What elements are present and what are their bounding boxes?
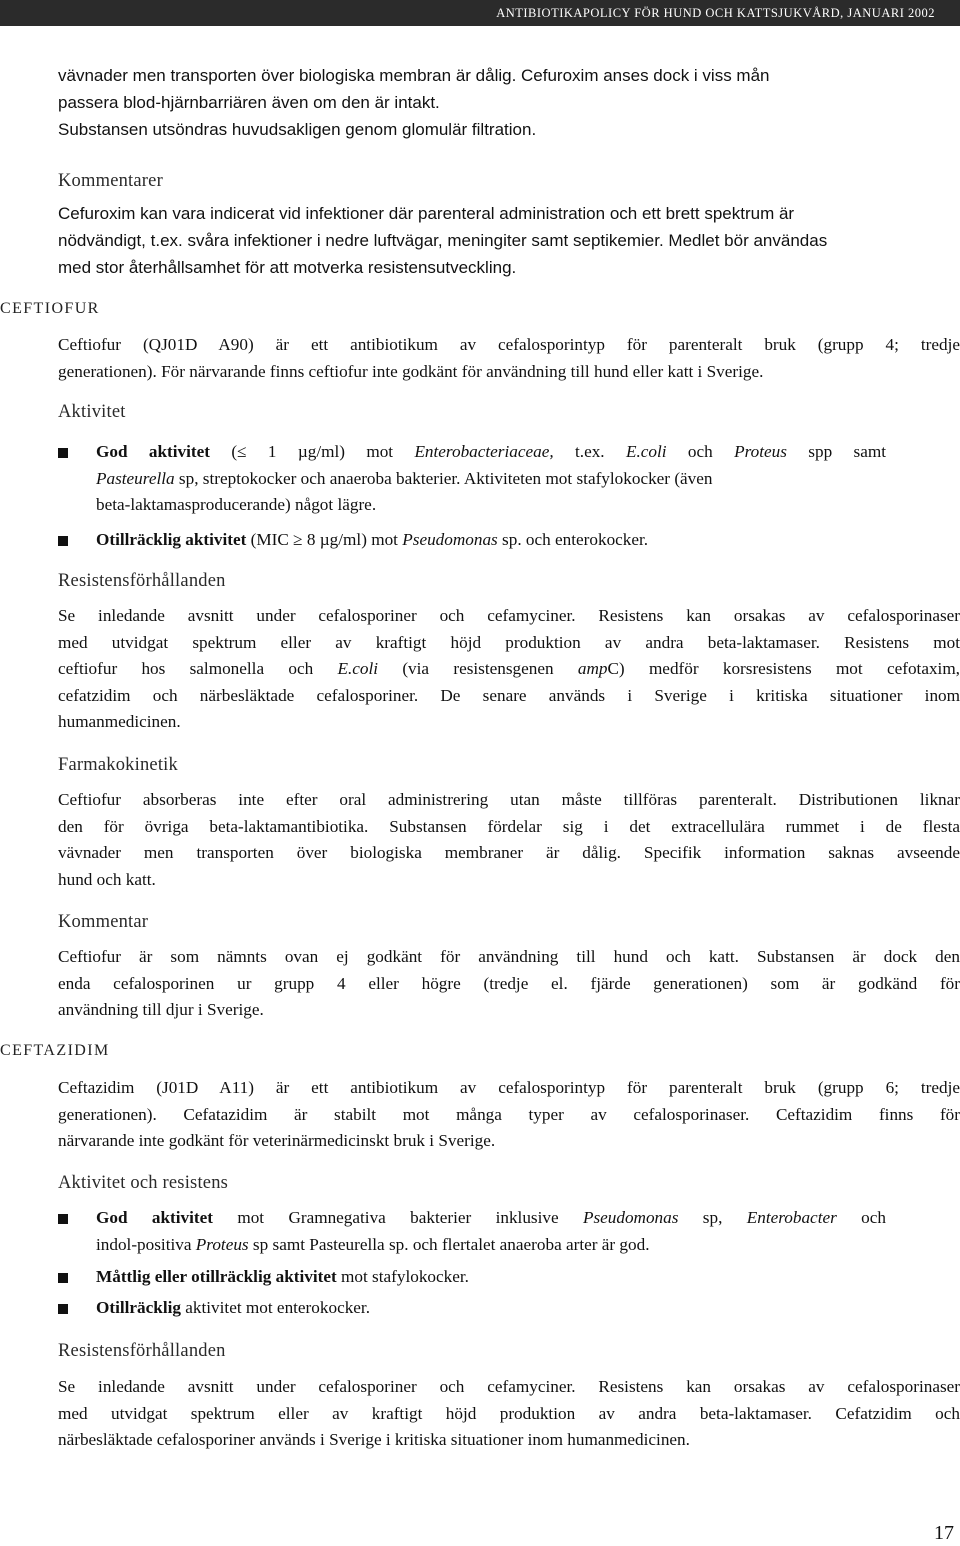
text-line [96, 1232, 886, 1259]
italic-term: Pseudomonas [582, 1208, 679, 1227]
text-line: beta-laktamasproducerande) något lägre. [96, 495, 377, 514]
bold-term: God aktivitet [96, 1208, 213, 1227]
bold-term: Otillräcklig aktivitet [96, 530, 247, 549]
text-line: generationen). För närvarande finns ceftiofur inte godkänt för användning till hund eller katt i Sverige. [58, 361, 764, 381]
cefuroxim-kommentar-text [58, 200, 960, 281]
italic-term: Proteus [734, 442, 787, 461]
text-line: Ceftiofur är som nämnts ovan ej godkänt för användning till hund och katt. Substansen är dock den [58, 947, 960, 966]
bullet-icon [58, 448, 68, 458]
bullet-icon [58, 536, 68, 546]
text-run: sp, [678, 1208, 747, 1227]
text-run: C) medför korsresistens mot cefotaxim, [607, 659, 960, 678]
bold-term: Måttlig eller otillräcklig aktivitet [96, 1267, 337, 1286]
text-run: och [666, 442, 735, 461]
cefuroxim-continuation [58, 62, 960, 143]
text-line [96, 439, 886, 466]
text-run: sp samt Pasteurella sp. och flertalet anaeroba arter är god. [248, 1234, 650, 1254]
italic-term: Enterobacteriaceae, [414, 442, 554, 461]
cefuroxim-kommentar-heading: Kommentarer [58, 171, 163, 191]
text-line: med utvidgat spektrum eller av kraftigt höjd produktion av andra beta-laktamaser. Resistens mot [58, 632, 960, 652]
text-line: med utvidgat spektrum eller av kraftigt höjd produktion av andra beta-laktamaser. Cefatzidim och [58, 1403, 960, 1423]
text-run: sp. och enterokocker. [497, 530, 649, 549]
text-line: Ceftazidim (J01D A11) är ett antibiotikum av cefalosporintyp för parenteralt bruk (grupp 6; tredje [58, 1078, 960, 1097]
text-line: Se inledande avsnitt under cefalosporiner och cefamyciner. Resistens kan orsakas av cefalosporinaser [58, 606, 960, 625]
text-line [96, 527, 886, 554]
text-run: t.ex. [553, 442, 626, 461]
text-line: cefatzidim och närbesläktade cefalosporiner. De senare används i Sverige i kritiska situationer inom [58, 685, 960, 705]
italic-term: Pseudomonas [402, 530, 498, 549]
ceftiofur-kommentar-heading: Kommentar [58, 912, 149, 932]
text-run: indol-positiva [96, 1234, 196, 1254]
text-line: med stor återhållsamhet för att motverka resistensutveckling. [58, 258, 517, 277]
bullet-icon [58, 1214, 68, 1224]
ceftiofur-resistens-heading: Resistensförhållanden [58, 571, 226, 591]
text-line: den för övriga beta-laktamantibiotika. Substansen fördelar sig i det extracellulära rummet i de flesta [58, 816, 960, 836]
text-line [96, 1205, 886, 1232]
text-run: och [836, 1208, 886, 1227]
ceftiofur-aktivitet-heading: Aktivitet [58, 402, 126, 422]
ceftiofur-kommentar-text [58, 944, 960, 1024]
text-line: humanmedicinen. [58, 712, 181, 731]
text-line: vävnader men transporten över biologiska membraner är dålig. Specifik information saknas avseende [58, 843, 960, 862]
text-line: enda cefalosporinen ur grupp 4 eller högre (tredje el. fjärde generationen) som är godkänd för [58, 973, 960, 993]
ceftiofur-intro [58, 332, 960, 385]
italic-term: E.coli [625, 442, 667, 461]
bold-term: God aktivitet [96, 442, 210, 461]
ceftazidim-bullet-mattlig [96, 1264, 886, 1291]
text-line: generationen). Cefatazidim är stabilt mot många typer av cefalosporinaser. Ceftazidim finns för [58, 1104, 960, 1124]
text-run: sp, streptokocker och anaeroba bakterier. Aktiviteten mot stafylokocker (även [174, 468, 713, 488]
text-run: spp samt [786, 442, 886, 461]
text-line: Ceftiofur (QJ01D A90) är ett antibiotikum av cefalosporintyp för parenteralt bruk (grupp 4; tredje [58, 335, 960, 354]
text-line: hund och katt. [58, 869, 156, 889]
bold-term: Otillräcklig [96, 1298, 181, 1317]
text-line: vävnader men transporten över biologiska membran är dålig. Cefuroxim anses dock i viss mån [58, 66, 770, 85]
ceftazidim-bullet-otillracklig [96, 1295, 886, 1322]
text-run: (via resistensgenen [378, 659, 578, 678]
italic-term: E.coli [337, 659, 379, 678]
page-number: 17 [934, 1522, 954, 1544]
text-run: mot stafylokocker. [336, 1267, 469, 1286]
ceftiofur-farmakokinetik-heading: Farmakokinetik [58, 755, 178, 775]
text-run: ceftiofur hos salmonella och [58, 659, 338, 678]
ceftazidim-resistens-text [58, 1374, 960, 1454]
text-line [96, 1295, 886, 1322]
text-run: (MIC ≥ 8 µg/ml) mot [246, 530, 403, 549]
text-line [58, 656, 960, 683]
italic-term: Enterobacter [746, 1208, 837, 1227]
ceftiofur-resistens-text [58, 603, 960, 736]
italic-term: Pasteurella [96, 468, 175, 488]
ceftiofur-bullet-god-aktivitet [96, 439, 886, 519]
ceftiofur-bullet-otillracklig [96, 527, 886, 554]
text-line: användning till djur i Sverige. [58, 1000, 264, 1019]
text-line: Ceftiofur absorberas inte efter oral administrering utan måste tillföras parenteralt. Distributionen liknar [58, 790, 960, 809]
section-title-ceftazidim: CEFTAZIDIM [0, 1042, 110, 1059]
text-run: mot Gramnegativa bakterier inklusive [212, 1208, 583, 1227]
text-line: Cefuroxim kan vara indicerat vid infektioner där parenteral administration och ett brett spektrum är [58, 204, 795, 223]
bullet-icon [58, 1273, 68, 1283]
text-line: nödvändigt, t.ex. svåra infektioner i nedre luftvägar, meningiter samt septikemier. Medlet bör användas [58, 231, 828, 250]
text-line: Se inledande avsnitt under cefalosporiner och cefamyciner. Resistens kan orsakas av cefalosporinaser [58, 1377, 960, 1396]
ceftiofur-farmakokinetik-text [58, 787, 960, 893]
bullet-icon [58, 1304, 68, 1314]
running-header [0, 0, 960, 26]
text-run: (≤ 1 µg/ml) mot [209, 442, 415, 461]
text-line: Substansen utsöndras huvudsakligen genom glomulär filtration. [58, 120, 537, 139]
ceftazidim-bullet-god-aktivitet [96, 1205, 886, 1258]
section-title-ceftiofur: CEFTIOFUR [0, 300, 100, 317]
text-line [96, 1264, 886, 1291]
text-line [96, 466, 886, 493]
italic-term: Proteus [195, 1234, 249, 1254]
text-line: närbesläktade cefalosporiner används i Sverige i kritiska situationer inom humanmedicinen. [58, 1430, 690, 1449]
text-line: närvarande inte godkänt för veterinärmedicinskt bruk i Sverige. [58, 1131, 496, 1150]
text-line: passera blod-hjärnbarriären även om den är intakt. [58, 93, 440, 112]
ceftazidim-intro [58, 1075, 960, 1155]
running-title: ANTIBIOTIKAPOLICY FÖR HUND OCH KATTSJUKVÅRD, JANUARI 2002 [496, 6, 935, 20]
ceftazidim-resistens-heading: Resistensförhållanden [58, 1341, 226, 1361]
text-run: aktivitet mot enterokocker. [180, 1298, 370, 1317]
ceftazidim-aktivitet-heading: Aktivitet och resistens [58, 1173, 229, 1193]
italic-term: amp [577, 659, 608, 678]
